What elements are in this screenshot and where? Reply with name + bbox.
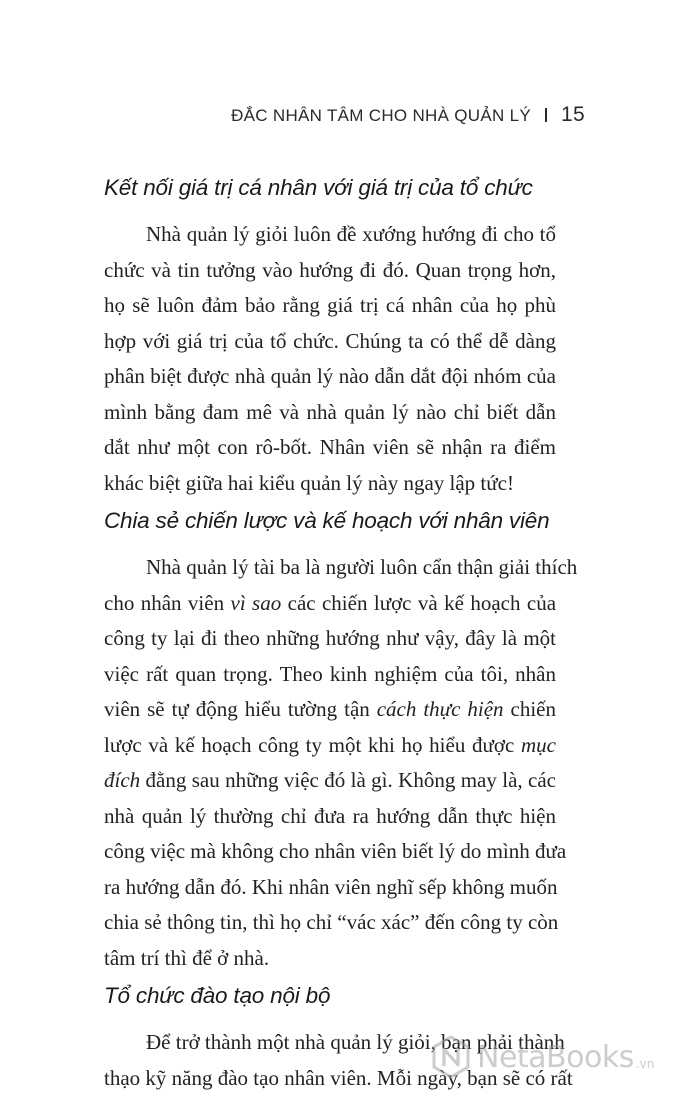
section-heading: Chia sẻ chiến lược và kế hoạch với nhân viên [104,508,550,533]
watermark-tld: .vn [635,1057,655,1071]
text-line: công ty lại đi theo những hướng như vậy, đây là một [104,626,556,650]
text-line: chức và tin tưởng vào hướng đi đó. Quan trọng hơn, [104,257,556,282]
section-heading: Kết nối giá trị cá nhân với giá trị của tổ chức [104,175,533,200]
page-body [104,168,578,1096]
text-line: tâm trí thì để ở nhà. [104,945,270,970]
book-title: ĐẮC NHÂN TÂM CHO NHÀ QUẢN LÝ [231,106,532,125]
text-line: khác biệt giữa hai kiểu quản lý này ngay lập tức! [104,470,514,495]
text-line: Nhà quản lý tài ba là người luôn cẩn thận giải thích [146,555,578,579]
paragraph [104,550,578,976]
text-line: thạo kỹ năng đào tạo nhân viên. Mỗi ngày, bạn sẽ có rất [104,1065,573,1090]
header-separator [545,108,547,122]
section-heading: Tổ chức đào tạo nội bộ [104,983,331,1008]
text-line: đích đằng sau những việc đó là gì. Không may là, các [104,768,556,792]
text-line: công việc mà không cho nhân viên biết lý do mình đưa [104,839,567,863]
text-line: Nhà quản lý giỏi luôn đề xướng hướng đi cho tổ [146,222,556,246]
emphasis: vì sao [230,590,282,615]
emphasis: đích [104,768,141,792]
text-line: Để trở thành một nhà quản lý giỏi, bạn phải thành [146,1030,565,1054]
text-line: mình bằng đam mê và nhà quản lý nào chỉ biết dẫn [104,399,556,424]
text-line: chia sẻ thông tin, thì họ chỉ “vác xác” đến công ty còn [104,910,559,934]
text-line: viên sẽ tự động hiểu tường tận cách thực hiện chiến [104,697,556,721]
text-line: phân biệt được nhà quản lý nào dẫn dắt đội nhóm của [104,364,556,388]
text-line: lược và kế hoạch công ty một khi họ hiểu được mục [104,732,556,757]
text-line: dắt như một con rô-bốt. Nhân viên sẽ nhận ra điểm [104,435,556,459]
text-line: cho nhân viên vì sao các chiến lược và kế hoạch của [104,590,557,615]
netabooks-logo-icon [431,1035,471,1079]
text-line: việc rất quan trọng. Theo kinh nghiệm của tôi, nhân [104,661,556,686]
text-line: nhà quản lý thường chỉ đưa ra hướng dẫn thực hiện [104,803,556,828]
paragraph [104,217,556,501]
page-number: 15 [561,103,585,126]
running-header [231,103,585,127]
text-line: họ sẽ luôn đảm bảo rằng giá trị cá nhân của họ phù [104,293,556,317]
text-line: ra hướng dẫn đó. Khi nhân viên nghĩ sếp không muốn [104,874,558,899]
emphasis: mục [521,732,556,757]
emphasis: cách thực hiện [376,697,504,721]
watermark [431,1035,654,1079]
watermark-brand: NetaBooks [477,1039,634,1075]
text-line: hợp với giá trị của tổ chức. Chúng ta có thể dễ dàng [104,328,556,353]
